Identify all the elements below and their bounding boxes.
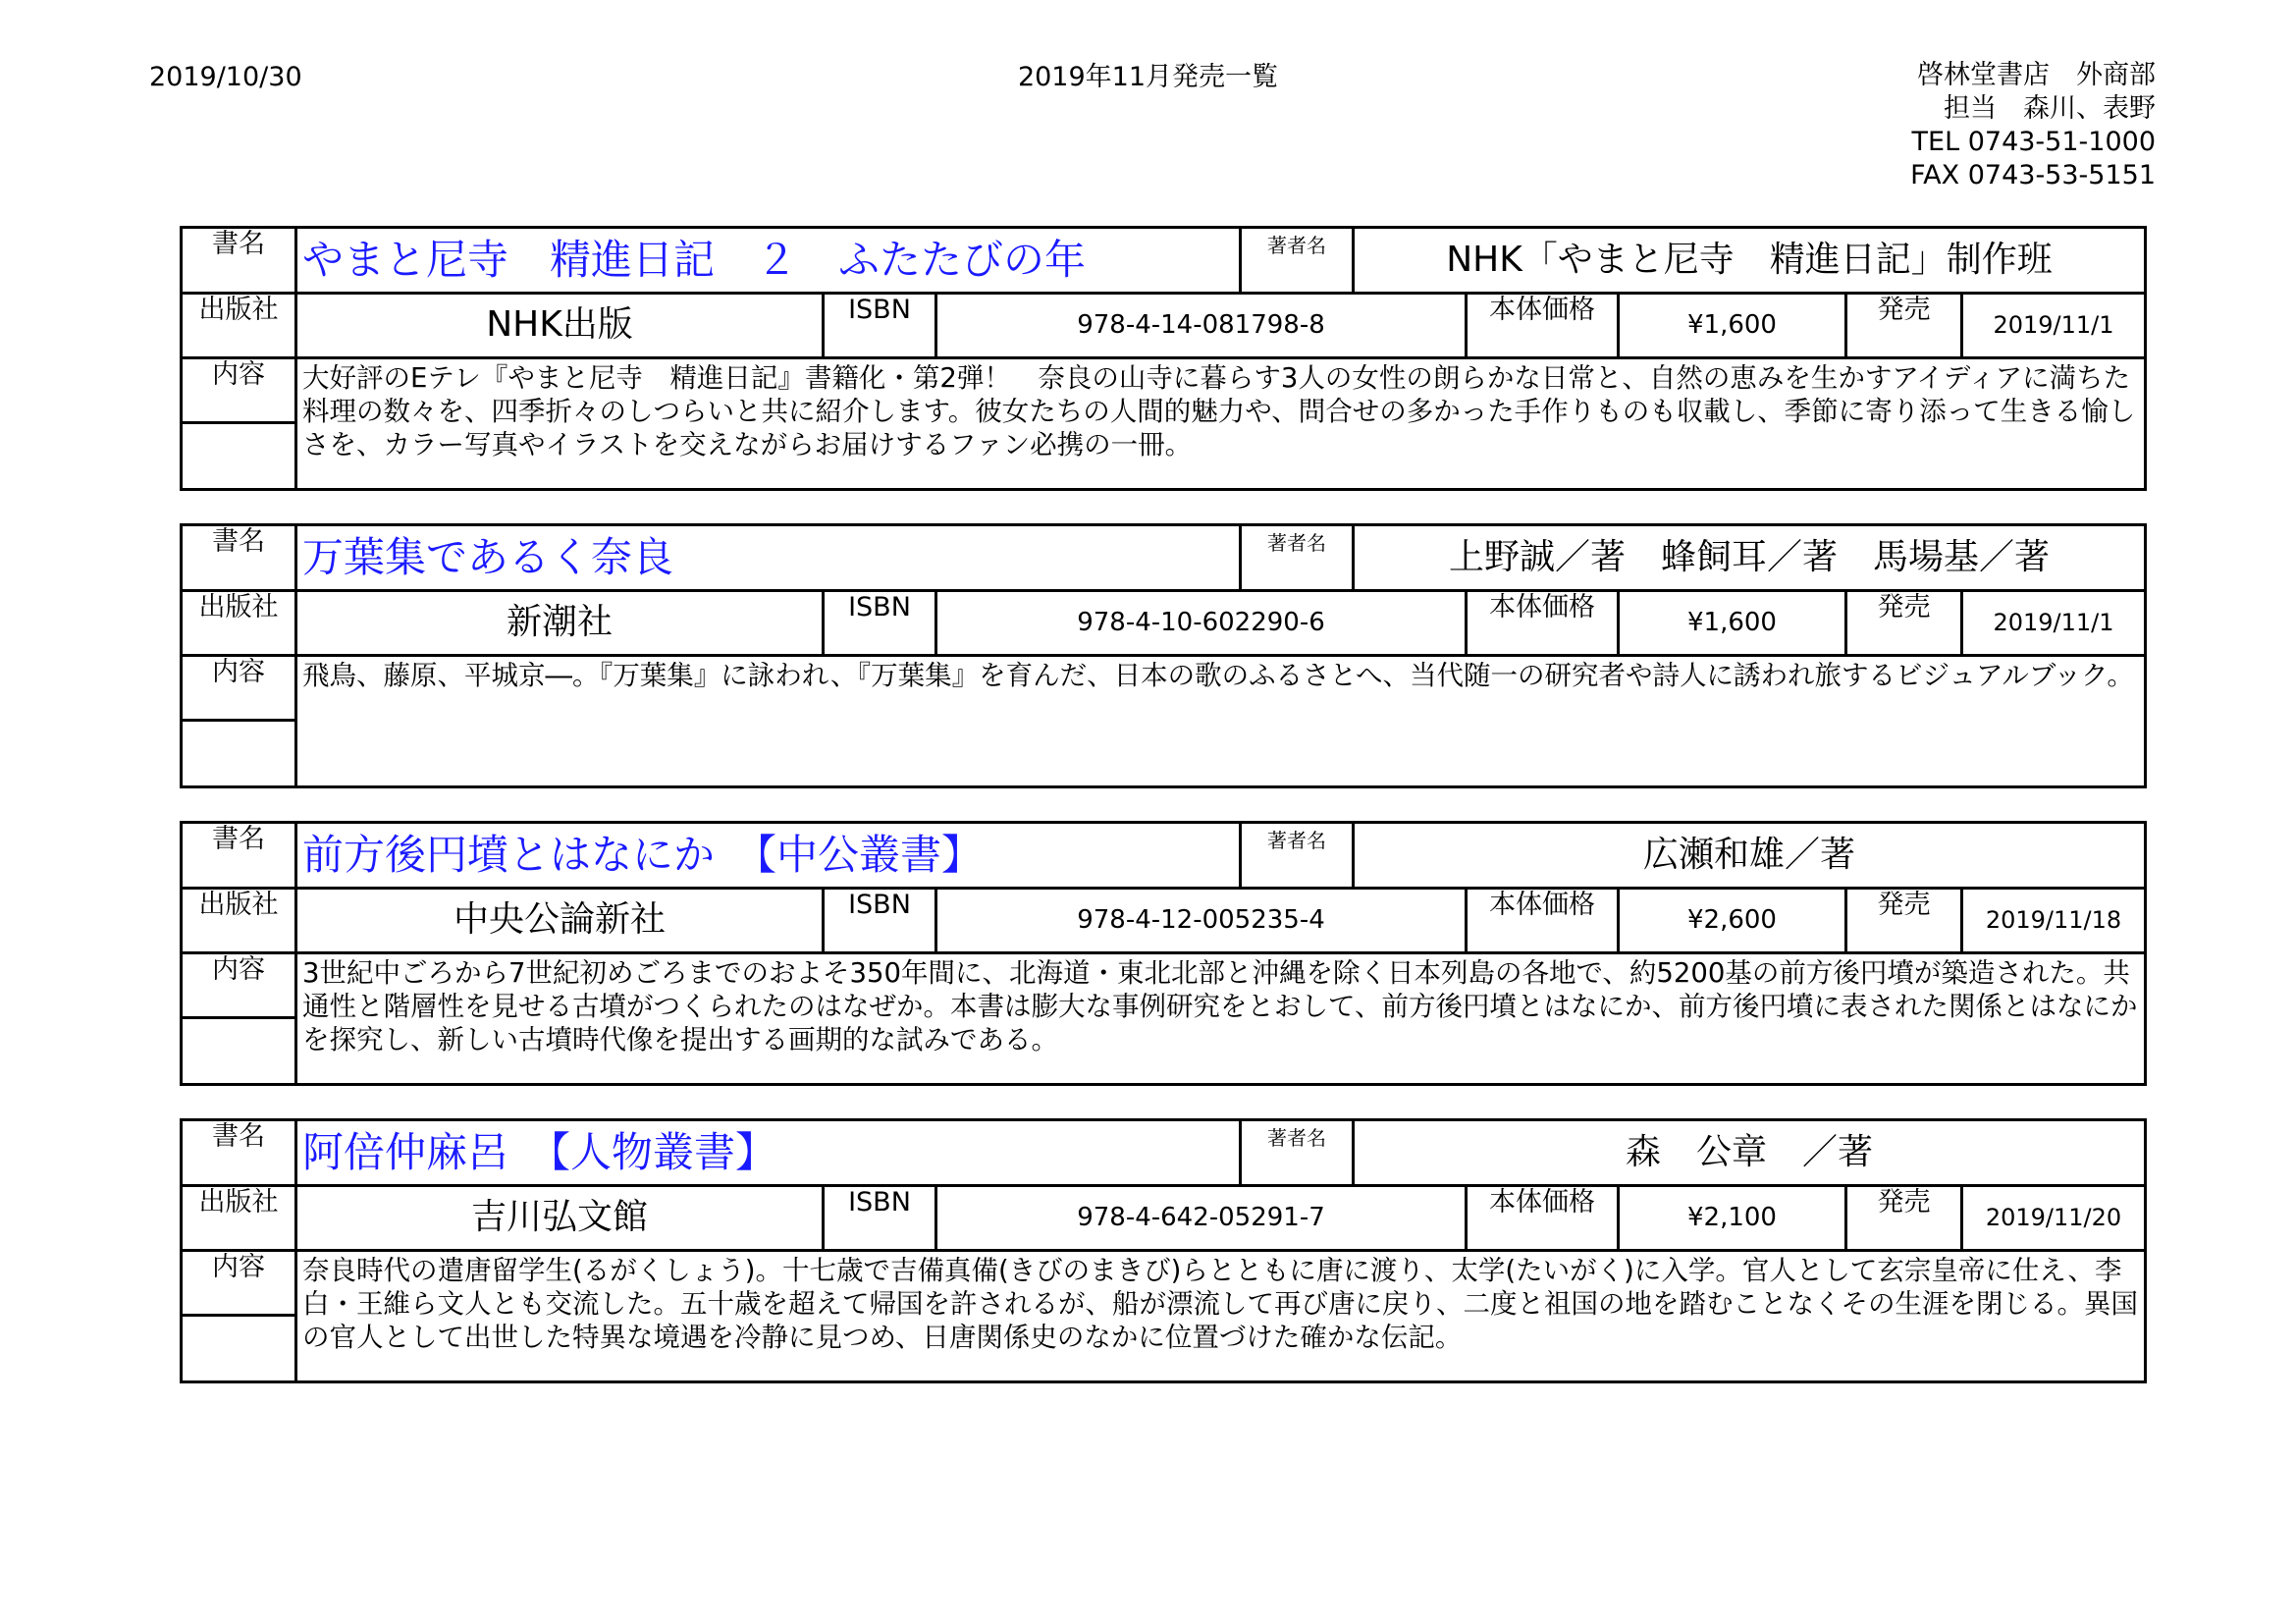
- label-author: 著者名: [1267, 234, 1326, 257]
- book-price: ¥2,100: [1687, 1203, 1777, 1232]
- label-author: 著者名: [1267, 829, 1326, 852]
- label-release: 発売: [1877, 295, 1931, 325]
- book-release-date: 2019/11/20: [1985, 1204, 2122, 1231]
- book-isbn: 978-4-12-005235-4: [1077, 905, 1325, 935]
- label-publisher: 出版社: [198, 1187, 279, 1217]
- book-author: 上野誠／著 蜂飼耳／著 馬場基／著: [1448, 537, 2050, 577]
- contact-fax: FAX 0743-53-5151: [1910, 160, 2156, 190]
- book-price: ¥1,600: [1687, 310, 1777, 340]
- book-publisher: NHK出版: [486, 304, 633, 345]
- label-content: 内容: [212, 657, 265, 687]
- label-isbn: ISBN: [848, 890, 911, 920]
- contact-block: [1910, 59, 2156, 192]
- book-publisher: 吉川弘文館: [470, 1197, 648, 1237]
- label-author: 著者名: [1267, 531, 1326, 555]
- label-title: 書名: [212, 824, 265, 854]
- book-release-date: 2019/11/1: [1993, 609, 2114, 636]
- book-description: 飛鳥、藤原、平城京―。『万葉集』に詠われ、『万葉集』を育んだ、日本の歌のふるさとへ、当代随一の研究者や詩人に誘われ旅するビジュアルブック。: [302, 660, 2134, 691]
- book-title: 万葉集であるく奈良: [302, 533, 674, 581]
- contact-tel: TEL 0743-51-1000: [1911, 127, 2156, 157]
- book-release-date: 2019/11/18: [1985, 906, 2122, 934]
- page-title: 2019年11月発売一覧: [1017, 62, 1279, 92]
- book-description: 奈良時代の遣唐留学生(るがくしょう)。十七歳で吉備真備(きびのまきび)らとともに唐に渡り、太学(たいがく)に入学。官人として玄宗皇帝に仕え、李白・王維ら文人とも交流した。五十歳を超えて帰国を許されるが、船が漂流して再び唐に戻り、二度と祖国の地を踏むことなくその生涯を閉じる。異国の官人として出世した特異な境遇を冷静に見つめ、日唐関係史のなかに位置づけた確かな伝記。: [302, 1255, 2138, 1353]
- book-record: [180, 523, 2147, 788]
- contact-staff: 担当 森川、表野: [1944, 93, 2156, 124]
- book-price: ¥1,600: [1687, 608, 1777, 637]
- label-release: 発売: [1877, 592, 1931, 622]
- label-content: 内容: [212, 359, 265, 390]
- book-description: 大好評のEテレ『やまと尼寺 精進日記』書籍化・第2弾！ 奈良の山寺に暮らす3人の女性の朗らかな日常と、自然の恵みを生かすアイディアに満ちた料理の数々を、四季折々のしつらいと共に紹介します。彼女たちの人間的魅力や、問合せの多かった手作りものも収載し、季節に寄り添って生きる愉しさを、カラー写真やイラストを交えながらお届けするファン必携の一冊。: [302, 362, 2136, 460]
- label-price: 本体価格: [1489, 1187, 1595, 1217]
- label-publisher: 出版社: [198, 295, 279, 325]
- book-title: 前方後円墳とはなにか 【中公叢書】: [302, 831, 984, 879]
- book-publisher: 新潮社: [506, 602, 613, 642]
- contact-store: 啓林堂書店 外商部: [1917, 60, 2156, 90]
- label-price: 本体価格: [1489, 295, 1595, 325]
- label-title: 書名: [212, 229, 265, 259]
- label-publisher: 出版社: [198, 592, 279, 622]
- label-author: 著者名: [1267, 1126, 1326, 1150]
- label-isbn: ISBN: [848, 592, 911, 622]
- book-release-date: 2019/11/1: [1993, 311, 2114, 339]
- report-date: 2019/10/30: [149, 62, 302, 92]
- label-title: 書名: [212, 526, 265, 557]
- book-isbn: 978-4-642-05291-7: [1077, 1203, 1325, 1232]
- book-record: [180, 226, 2147, 491]
- book-description: 3世紀中ごろから7世紀初めごろまでのおよそ350年間に、北海道・東北北部と沖縄を除く日本列島の各地で、約5200基の前方後円墳が築造された。共通性と階層性を見せる古墳がつくられたのはなぜか。本書は膨大な事例研究をとおして、前方後円墳とはなにか、前方後円墳に表された関係とはなにかを探究し、新しい古墳時代像を提出する画期的な試みである。: [302, 957, 2138, 1055]
- book-title: 阿倍仲麻呂 【人物叢書】: [302, 1128, 777, 1176]
- label-content: 内容: [212, 954, 265, 985]
- label-release: 発売: [1877, 1187, 1931, 1217]
- label-price: 本体価格: [1489, 592, 1595, 622]
- book-isbn: 978-4-14-081798-8: [1077, 310, 1325, 340]
- label-isbn: ISBN: [848, 295, 911, 325]
- book-record: [180, 821, 2147, 1086]
- book-author: 森 公章 ／著: [1625, 1132, 1873, 1172]
- label-publisher: 出版社: [198, 890, 279, 920]
- label-content: 内容: [212, 1252, 265, 1282]
- label-title: 書名: [212, 1121, 265, 1152]
- label-price: 本体価格: [1489, 890, 1595, 920]
- label-isbn: ISBN: [848, 1187, 911, 1217]
- book-title: やまと尼寺 精進日記 ２ ふたたびの年: [302, 236, 1087, 284]
- label-release: 発売: [1877, 890, 1931, 920]
- book-price: ¥2,600: [1687, 905, 1777, 935]
- book-author: NHK「やまと尼寺 精進日記」制作班: [1446, 240, 2053, 280]
- book-isbn: 978-4-10-602290-6: [1077, 608, 1325, 637]
- book-record: [180, 1118, 2147, 1383]
- book-author: 広瀬和雄／著: [1642, 835, 1855, 875]
- book-publisher: 中央公論新社: [453, 899, 666, 940]
